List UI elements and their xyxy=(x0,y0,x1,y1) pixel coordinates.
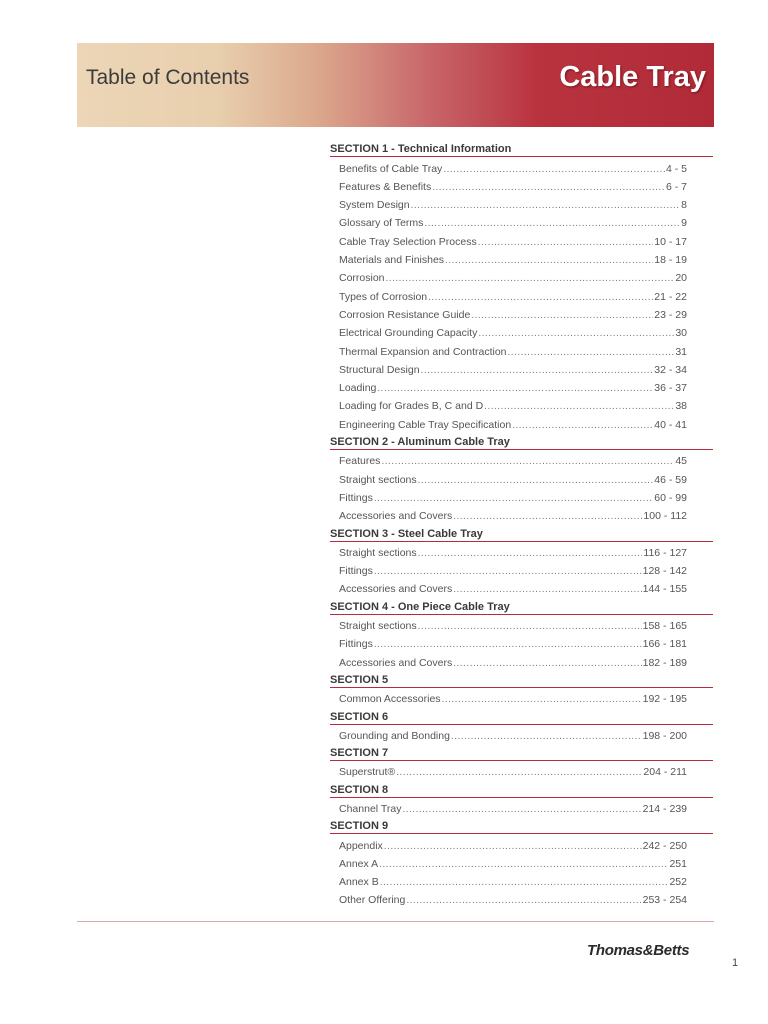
toc-entry-page: 166 - 181 xyxy=(642,638,687,651)
toc-entry xyxy=(330,249,713,267)
dot-leader xyxy=(411,200,681,211)
dot-leader xyxy=(443,164,665,175)
toc-entry-label: Types of Corrosion xyxy=(339,290,428,303)
toc-entry xyxy=(330,725,713,743)
toc-entry xyxy=(330,322,713,340)
dot-leader xyxy=(421,365,654,376)
dot-leader xyxy=(432,182,665,193)
dot-leader xyxy=(377,383,653,394)
toc-entry xyxy=(330,487,713,505)
toc-entry xyxy=(330,395,713,413)
section-heading: SECTION 4 - One Piece Cable Tray xyxy=(330,596,713,614)
section-heading: SECTION 3 - Steel Cable Tray xyxy=(330,523,713,541)
toc-entry-label: Fittings xyxy=(339,565,373,578)
section-heading: SECTION 7 xyxy=(330,743,713,761)
toc-entry-label: Accessories and Covers xyxy=(339,583,453,596)
toc-entry-page: 6 - 7 xyxy=(665,180,687,193)
toc-entry xyxy=(330,377,713,395)
toc-entry xyxy=(330,615,713,633)
dot-leader xyxy=(384,841,642,852)
toc-entry-page: 10 - 17 xyxy=(654,235,687,248)
toc-entry-label: Electrical Grounding Capacity xyxy=(339,327,478,340)
section-heading: SECTION 1 - Technical Information xyxy=(330,139,713,157)
toc-entry-label: Channel Tray xyxy=(339,802,402,815)
document-title: Cable Tray xyxy=(559,61,706,93)
toc-entry xyxy=(330,359,713,377)
dot-leader xyxy=(374,639,642,650)
toc-entry-label: Corrosion xyxy=(339,272,385,285)
toc-entry-label: Straight sections xyxy=(339,473,417,486)
section-heading: SECTION 8 xyxy=(330,779,713,797)
header-banner xyxy=(77,43,714,127)
toc-entry-page: 253 - 254 xyxy=(642,894,687,907)
section-heading: SECTION 6 xyxy=(330,706,713,724)
section-heading: SECTION 5 xyxy=(330,670,713,688)
toc-entry-page: 198 - 200 xyxy=(642,729,687,742)
toc-entry-label: Corrosion Resistance Guide xyxy=(339,308,471,321)
section-heading: SECTION 9 xyxy=(330,816,713,834)
dot-leader xyxy=(442,694,642,705)
toc-entry-page: 204 - 211 xyxy=(643,766,687,779)
toc-entry-page: 182 - 189 xyxy=(642,656,687,669)
dot-leader xyxy=(374,566,642,577)
toc-entry xyxy=(330,633,713,651)
toc-entry-label: Fittings xyxy=(339,491,373,504)
toc-entry-label: System Design xyxy=(339,199,410,212)
toc-entry xyxy=(330,157,713,175)
toc-entry xyxy=(330,450,713,468)
toc-entry-page: 9 xyxy=(681,217,687,230)
toc-entry-label: Cable Tray Selection Process xyxy=(339,235,477,248)
dot-leader xyxy=(484,401,674,412)
toc-entry-label: Straight sections xyxy=(339,546,417,559)
toc-entry-page: 38 xyxy=(675,400,687,413)
page-number: 1 xyxy=(732,957,739,969)
dot-leader xyxy=(453,584,641,595)
toc-entry xyxy=(330,871,713,889)
toc-entry xyxy=(330,834,713,852)
toc-entry xyxy=(330,176,713,194)
toc-entry-label: Annex A xyxy=(339,857,379,870)
toc-entry-label: Straight sections xyxy=(339,620,417,633)
toc-entry-page: 251 xyxy=(669,857,687,870)
toc-entry-label: Features xyxy=(339,455,381,468)
toc-entry xyxy=(330,413,713,431)
toc-entry xyxy=(330,212,713,230)
toc-entry-label: Glossary of Terms xyxy=(339,217,424,230)
toc-entry xyxy=(330,651,713,669)
brand-logo: Thomas&Betts xyxy=(587,942,690,959)
toc-entry-page: 242 - 250 xyxy=(642,839,687,852)
toc-entry-label: Accessories and Covers xyxy=(339,656,453,669)
toc-entry-page: 20 xyxy=(675,272,687,285)
toc-entry xyxy=(330,304,713,322)
toc-entry-page: 252 xyxy=(669,876,687,889)
dot-leader xyxy=(508,347,675,358)
toc-entry-page: 30 xyxy=(675,327,687,340)
toc-entry-page: 192 - 195 xyxy=(642,693,687,706)
dot-leader xyxy=(453,511,642,522)
dot-leader xyxy=(374,493,653,504)
toc-entry xyxy=(330,688,713,706)
toc-entry-label: Engineering Cable Tray Specification xyxy=(339,418,512,431)
toc-entry-label: Annex B xyxy=(339,876,379,889)
toc-entry-page: 45 xyxy=(675,455,687,468)
toc-entry-page: 46 - 59 xyxy=(654,473,687,486)
toc-entry xyxy=(330,267,713,285)
toc-entry-label: Loading for Grades B, C and D xyxy=(339,400,484,413)
toc-entry-label: Fittings xyxy=(339,638,373,651)
toc-entry-page: 4 - 5 xyxy=(665,162,687,175)
dot-leader xyxy=(380,877,669,888)
toc-entry-label: Grounding and Bonding xyxy=(339,729,450,742)
dot-leader xyxy=(406,895,641,906)
toc-entry-page: 214 - 239 xyxy=(642,802,687,815)
dot-leader xyxy=(396,767,642,778)
toc-entry-page: 40 - 41 xyxy=(654,418,687,431)
section-heading: SECTION 2 - Aluminum Cable Tray xyxy=(330,432,713,450)
toc-entry-page: 100 - 112 xyxy=(643,510,687,523)
toc-entry xyxy=(330,285,713,303)
toc-entry-page: 158 - 165 xyxy=(642,620,687,633)
toc-entry-page: 21 - 22 xyxy=(654,290,687,303)
toc-entry-page: 60 - 99 xyxy=(654,491,687,504)
dot-leader xyxy=(379,859,668,870)
toc-entry xyxy=(330,505,713,523)
toc-entry-page: 128 - 142 xyxy=(642,565,687,578)
toc-entry xyxy=(330,889,713,907)
toc-entry-page: 31 xyxy=(675,345,687,358)
dot-leader xyxy=(418,621,642,632)
toc-entry xyxy=(330,194,713,212)
toc-entry xyxy=(330,798,713,816)
dot-leader xyxy=(451,731,642,742)
toc-entry xyxy=(330,578,713,596)
toc-entry-page: 23 - 29 xyxy=(654,308,687,321)
toc-entry-page: 36 - 37 xyxy=(654,382,687,395)
table-of-contents xyxy=(330,139,713,907)
toc-entry-label: Common Accessories xyxy=(339,693,441,706)
page-title: Table of Contents xyxy=(86,66,250,89)
toc-entry xyxy=(330,560,713,578)
toc-entry-page: 18 - 19 xyxy=(654,254,687,267)
toc-entry-label: Features & Benefits xyxy=(339,180,432,193)
dot-leader xyxy=(428,292,653,303)
dot-leader xyxy=(512,420,653,431)
dot-leader xyxy=(402,804,641,815)
toc-entry-page: 116 - 127 xyxy=(643,546,687,559)
footer-divider xyxy=(77,921,714,922)
toc-entry xyxy=(330,542,713,560)
dot-leader xyxy=(381,456,674,467)
dot-leader xyxy=(453,658,641,669)
toc-entry-page: 144 - 155 xyxy=(642,583,687,596)
toc-entry-label: Thermal Expansion and Contraction xyxy=(339,345,507,358)
toc-entry xyxy=(330,468,713,486)
toc-entry-label: Structural Design xyxy=(339,363,420,376)
toc-entry xyxy=(330,761,713,779)
toc-entry-label: Appendix xyxy=(339,839,383,852)
toc-entry xyxy=(330,853,713,871)
dot-leader xyxy=(424,218,680,229)
dot-leader xyxy=(445,255,653,266)
dot-leader xyxy=(478,237,654,248)
toc-entry-label: Other Offering xyxy=(339,894,406,907)
toc-entry-page: 8 xyxy=(681,199,687,212)
toc-entry-label: Superstrut® xyxy=(339,766,396,779)
dot-leader xyxy=(418,475,654,486)
toc-entry-label: Materials and Finishes xyxy=(339,254,445,267)
dot-leader xyxy=(418,548,643,559)
dot-leader xyxy=(478,328,674,339)
toc-entry xyxy=(330,340,713,358)
toc-entry-page: 32 - 34 xyxy=(654,363,687,376)
dot-leader xyxy=(471,310,653,321)
toc-entry-label: Accessories and Covers xyxy=(339,510,453,523)
toc-entry xyxy=(330,230,713,248)
dot-leader xyxy=(386,273,675,284)
toc-entry-label: Benefits of Cable Tray xyxy=(339,162,443,175)
toc-entry-label: Loading xyxy=(339,382,377,395)
